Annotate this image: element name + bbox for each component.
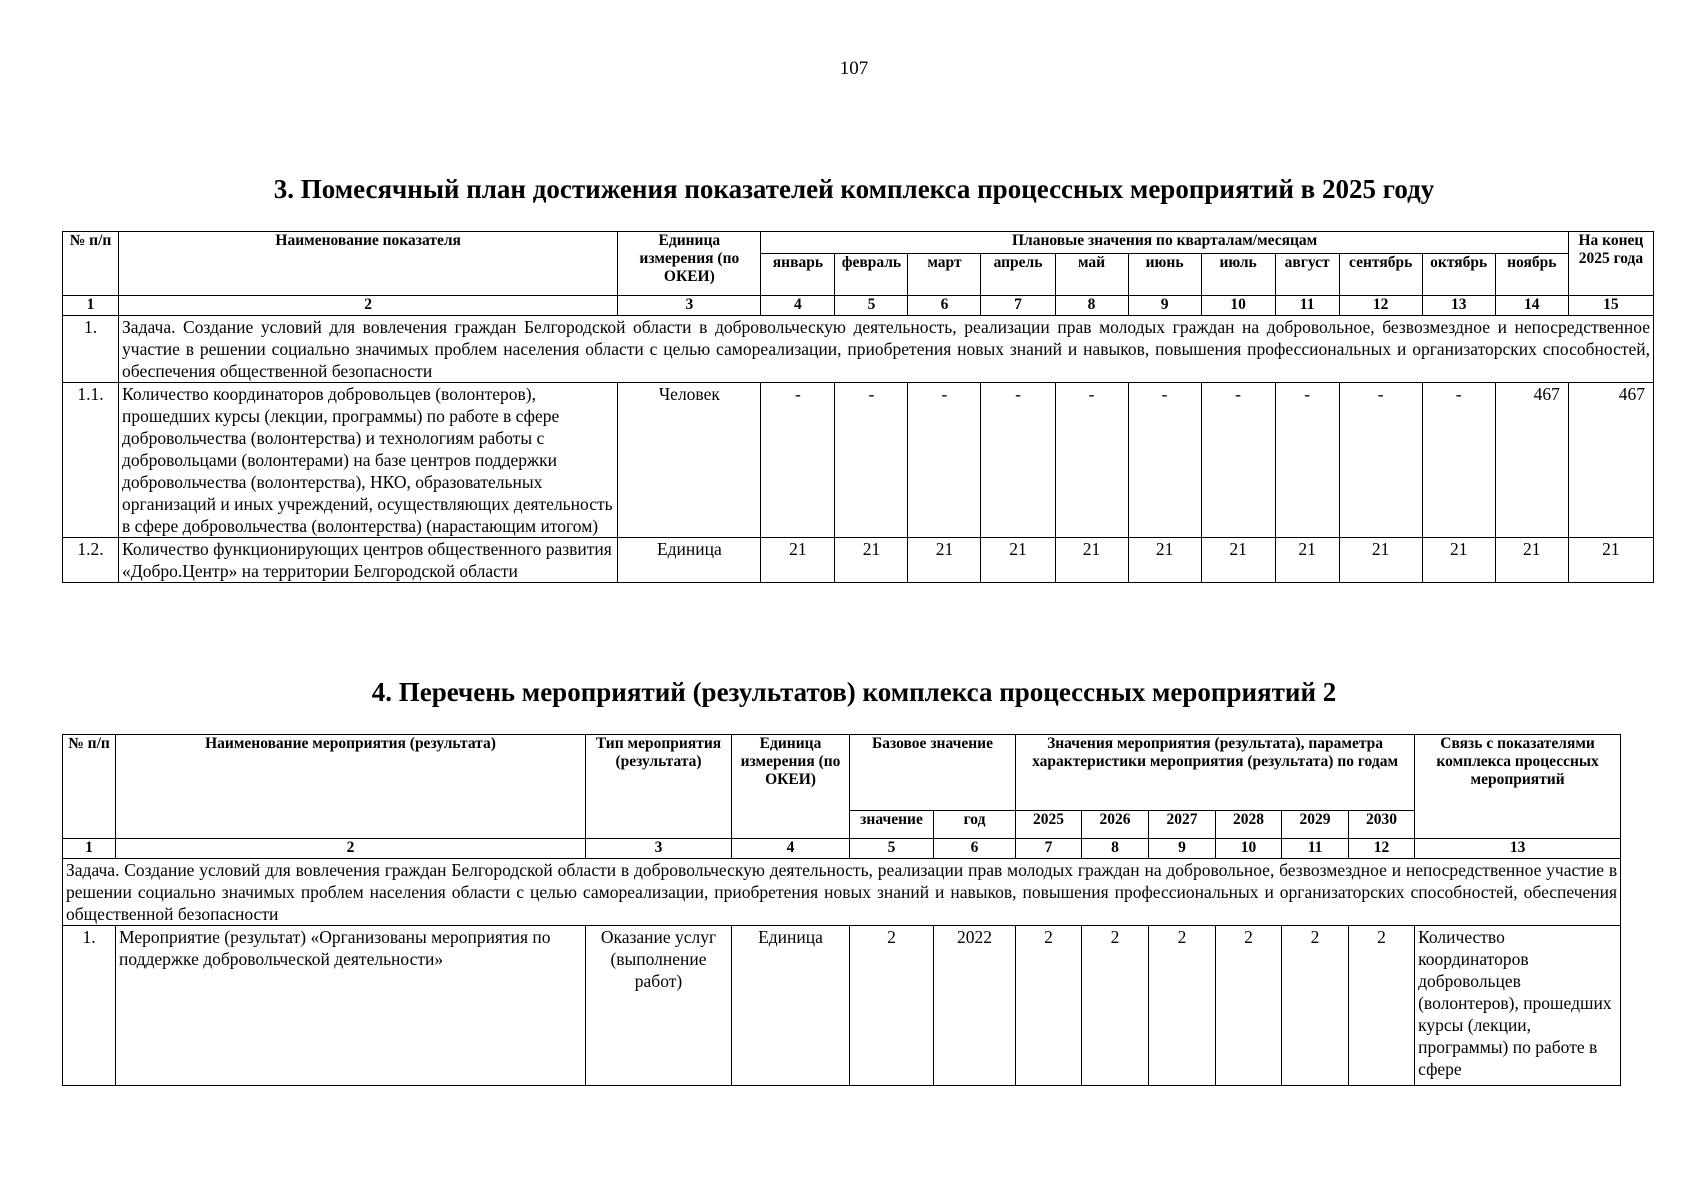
- year-value: 2: [1282, 926, 1349, 1086]
- header-planned-values: Плановые значения по кварталам/месяцам: [761, 232, 1568, 254]
- column-number-row: [63, 296, 1654, 316]
- column-number: 11: [1282, 839, 1349, 859]
- month-value: 21: [1495, 538, 1568, 583]
- column-number-row: [63, 839, 1621, 859]
- column-number: 5: [850, 839, 934, 859]
- base-value: 2: [850, 926, 934, 1086]
- month-value: -: [835, 383, 908, 538]
- task-text: Задача. Создание условий для вовлечения граждан Белгородской области в добровольческую деятельность, реализации прав молодых граждан на добровольное, безвозмездное и непосредственное участие в решении социально значимых проблем населения области с целью самореализации, приобретения новых знаний и навыков, повышения профессиональных и организаторских способностей, обеспечения общественной безопасности: [119, 316, 1654, 383]
- header-year: 2028: [1216, 811, 1282, 839]
- header-indicator-name: Наименование показателя: [119, 232, 618, 296]
- base-year: 2022: [934, 926, 1016, 1086]
- header-month: ноябрь: [1495, 254, 1568, 296]
- month-value: -: [1055, 383, 1128, 538]
- header-year: 2025: [1016, 811, 1082, 839]
- column-number: 12: [1339, 296, 1422, 316]
- task-num: 1.: [63, 316, 119, 383]
- page-number: 107: [839, 58, 869, 79]
- header-unit: Единица измерения (по ОКЕИ): [618, 232, 761, 296]
- column-number: 8: [1082, 839, 1149, 859]
- column-number: 2: [116, 839, 586, 859]
- month-value: -: [1128, 383, 1201, 538]
- column-number: 3: [618, 296, 761, 316]
- row-num: 1.: [63, 926, 116, 1086]
- year-value: 2: [1349, 926, 1415, 1086]
- task-row: [63, 316, 1654, 383]
- column-number: 3: [586, 839, 732, 859]
- month-value: 21: [1275, 538, 1339, 583]
- header-activity-name: Наименование мероприятия (результата): [116, 735, 586, 839]
- task-text: Задача. Создание условий для вовлечения граждан Белгородской области в добровольческую деятельность, реализации прав молодых граждан на добровольное, безвозмездное и непосредственное участие в решении социально значимых проблем населения области с целью самореализации, приобретения новых знаний и навыков, повышения профессиональных и организаторских способностей, обеспечения общественной безопасности: [63, 859, 1621, 926]
- month-value: 21: [761, 538, 835, 583]
- month-value: -: [1422, 383, 1495, 538]
- column-number: 7: [1016, 839, 1082, 859]
- column-number: 4: [732, 839, 850, 859]
- month-value: -: [761, 383, 835, 538]
- column-number: 12: [1349, 839, 1415, 859]
- column-number: 10: [1216, 839, 1282, 859]
- activity-unit: Единица: [732, 926, 850, 1086]
- section-3-title: 3. Помесячный план достижения показателей комплекса процессных мероприятий в 2025 году: [273, 174, 1435, 204]
- linked-indicator: Количество координаторов добровольцев (волонтеров), прошедших курсы (лекции, программы) по работе в сфере: [1415, 926, 1621, 1086]
- header-month: июнь: [1128, 254, 1201, 296]
- activity-type: Оказание услуг (выполнение работ): [586, 926, 732, 1086]
- row-num: 1.1.: [63, 383, 119, 538]
- indicator-name: Количество функционирующих центров общественного развития «Добро.Центр» на территории Белгородской области: [119, 538, 618, 583]
- year-end-value: 467: [1568, 383, 1653, 538]
- month-value: -: [1339, 383, 1422, 538]
- column-number: 6: [934, 839, 1016, 859]
- row-num: 1.2.: [63, 538, 119, 583]
- month-value: 21: [1422, 538, 1495, 583]
- month-value: 21: [1339, 538, 1422, 583]
- year-end-value: 21: [1568, 538, 1653, 583]
- header-base-year: год: [934, 811, 1016, 839]
- header-num: № п/п: [63, 735, 116, 839]
- month-value: 21: [1201, 538, 1275, 583]
- header-year: 2026: [1082, 811, 1149, 839]
- column-number: 7: [981, 296, 1055, 316]
- month-value: 21: [835, 538, 908, 583]
- year-value: 2: [1149, 926, 1216, 1086]
- year-value: 2: [1216, 926, 1282, 1086]
- header-base-val: значение: [850, 811, 934, 839]
- header-month: октябрь: [1422, 254, 1495, 296]
- column-number: 8: [1055, 296, 1128, 316]
- header-num: № п/п: [63, 232, 119, 296]
- month-value: -: [908, 383, 981, 538]
- column-number: 4: [761, 296, 835, 316]
- header-month: июль: [1201, 254, 1275, 296]
- month-value: -: [981, 383, 1055, 538]
- column-number: 1: [63, 839, 116, 859]
- header-year: 2030: [1349, 811, 1415, 839]
- header-base-value: Базовое значение: [850, 735, 1016, 811]
- column-number: 13: [1415, 839, 1621, 859]
- indicator-unit: Человек: [618, 383, 761, 538]
- table-row: [63, 538, 1654, 583]
- header-month: сентябрь: [1339, 254, 1422, 296]
- month-value: -: [1275, 383, 1339, 538]
- header-link: Связь с показателями комплекса процессных мероприятий: [1415, 735, 1621, 839]
- month-value: 21: [1055, 538, 1128, 583]
- month-value: 21: [1128, 538, 1201, 583]
- header-month: март: [908, 254, 981, 296]
- indicator-unit: Единица: [618, 538, 761, 583]
- month-value: 21: [981, 538, 1055, 583]
- column-number: 10: [1201, 296, 1275, 316]
- activities-list-table: [62, 734, 1621, 1086]
- indicator-name: Количество координаторов добровольцев (волонтеров), прошедших курсы (лекции, программы) по работе в сфере добровольчества (волонтерства) и технологиям работы с добровольцами (волонтерами) на базе центров поддержки добровольчества (волонтерства), НКО, образовательных организаций и иных учреждений, осуществляющих деятельность в сфере добровольчества (волонтерства) (нарастающим итогом): [119, 383, 618, 538]
- month-value: 21: [908, 538, 981, 583]
- table-row: [63, 383, 1654, 538]
- header-row-1: [63, 735, 1621, 811]
- header-month: август: [1275, 254, 1339, 296]
- column-number: 9: [1128, 296, 1201, 316]
- header-month: январь: [761, 254, 835, 296]
- header-unit: Единица измерения (по ОКЕИ): [732, 735, 850, 839]
- activity-name: Мероприятие (результат) «Организованы мероприятия по поддержке добровольческой деятельности»: [116, 926, 586, 1086]
- column-number: 9: [1149, 839, 1216, 859]
- column-number: 1: [63, 296, 119, 316]
- task-row: [63, 859, 1621, 926]
- column-number: 2: [119, 296, 618, 316]
- column-number: 5: [835, 296, 908, 316]
- monthly-plan-table: [62, 231, 1654, 583]
- year-value: 2: [1016, 926, 1082, 1086]
- header-month: февраль: [835, 254, 908, 296]
- month-value: 467: [1495, 383, 1568, 538]
- header-activity-type: Тип мероприятия (результата): [586, 735, 732, 839]
- column-number: 15: [1568, 296, 1653, 316]
- header-year-end: На конец 2025 года: [1568, 232, 1653, 296]
- header-values-by-year: Значения мероприятия (результата), параметра характеристики мероприятия (результата) по годам: [1016, 735, 1415, 811]
- column-number: 14: [1495, 296, 1568, 316]
- header-year: 2029: [1282, 811, 1349, 839]
- section-4-title: 4. Перечень мероприятий (результатов) комплекса процессных мероприятий 2: [371, 677, 1337, 707]
- column-number: 6: [908, 296, 981, 316]
- year-value: 2: [1082, 926, 1149, 1086]
- header-month: май: [1055, 254, 1128, 296]
- month-value: -: [1201, 383, 1275, 538]
- header-row-1: [63, 232, 1654, 254]
- header-month: апрель: [981, 254, 1055, 296]
- column-number: 11: [1275, 296, 1339, 316]
- header-year: 2027: [1149, 811, 1216, 839]
- column-number: 13: [1422, 296, 1495, 316]
- table-row: [63, 926, 1621, 1086]
